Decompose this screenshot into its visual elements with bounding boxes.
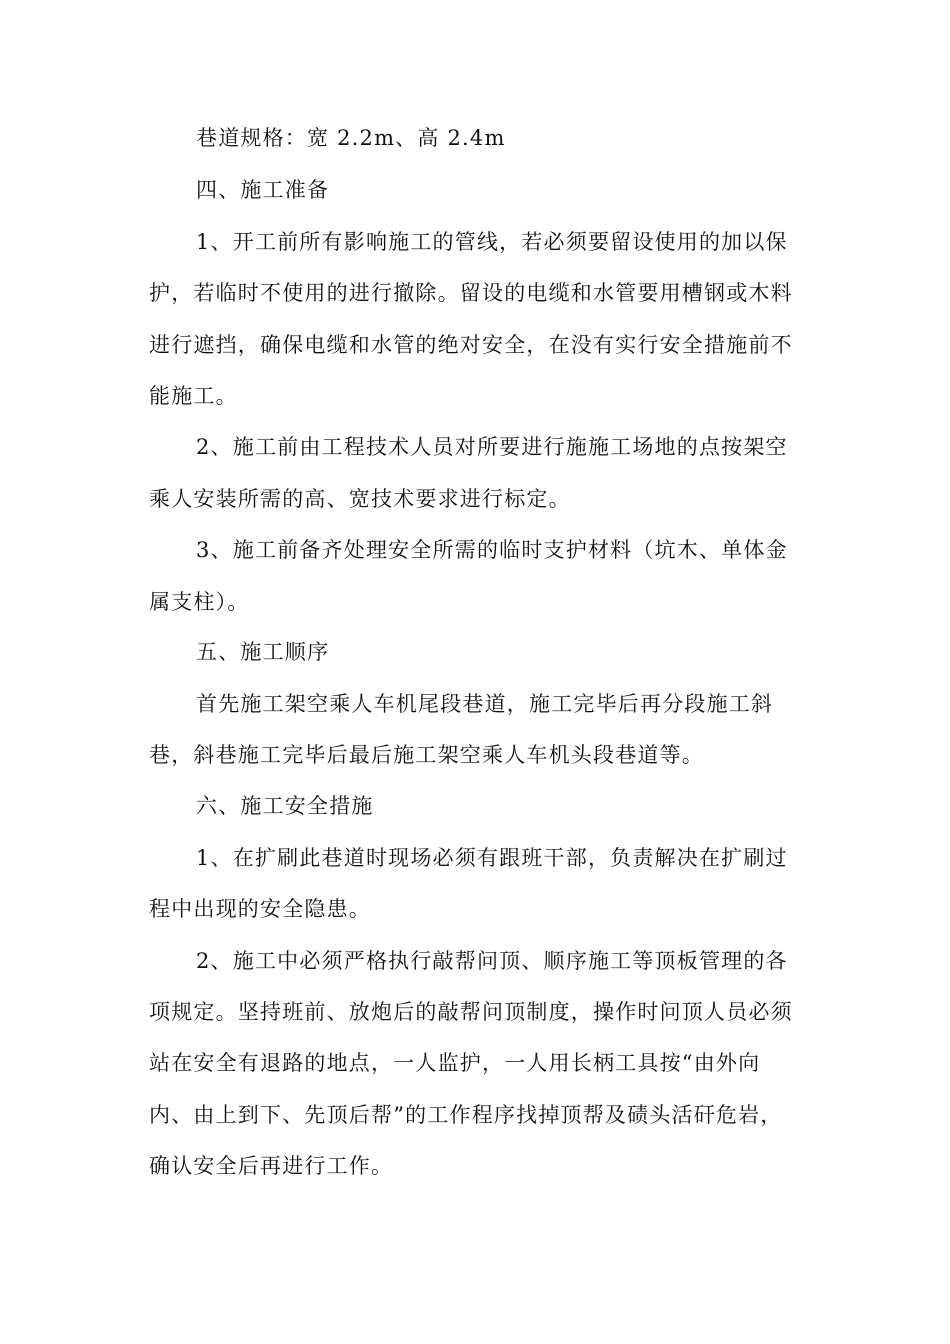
paragraph-line: 站在安全有退路的地点，一人监护，一人用长柄工具按“由外向 xyxy=(149,1051,761,1075)
section-heading-safety: 六、施工安全措施 xyxy=(196,794,374,818)
section-heading-sequence: 五、施工顺序 xyxy=(196,640,330,664)
paragraph-line: 2、施工前由工程技术人员对所要进行施施工场地的点按架空 xyxy=(196,435,788,459)
paragraph-line: 巷，斜巷施工完毕后最后施工架空乘人车机头段巷道等。 xyxy=(149,743,704,767)
paragraph-line: 内、由上到下、先顶后帮”的工作程序找掉顶帮及碛头活矸危岩， xyxy=(149,1103,783,1127)
paragraph-line: 3、施工前备齐处理安全所需的临时支护材料（坑木、单体金 xyxy=(196,538,788,562)
paragraph-line: 1、开工前所有影响施工的管线，若必须要留设使用的加以保 xyxy=(196,230,788,254)
paragraph-line: 程中出现的安全隐患。 xyxy=(149,897,371,921)
paragraph-line: 进行遮挡，确保电缆和水管的绝对安全，在没有实行安全措施前不 xyxy=(149,333,793,357)
section-heading-preparation: 四、施工准备 xyxy=(196,178,330,202)
paragraph-line: 确认安全后再进行工作。 xyxy=(149,1154,394,1178)
paragraph-line: 护，若临时不使用的进行撤除。留设的电缆和水管要用槽钢或木料 xyxy=(149,281,793,305)
paragraph-line: 属支柱）。 xyxy=(149,590,250,614)
paragraph-line: 首先施工架空乘人车机尾段巷道，施工完毕后再分段施工斜 xyxy=(196,692,774,716)
spec-line: 巷道规格：宽 2.2m、高 2.4m xyxy=(196,126,506,150)
paragraph-line: 乘人安装所需的高、宽技术要求进行标定。 xyxy=(149,487,571,511)
paragraph-line: 能施工。 xyxy=(149,384,238,408)
paragraph-line: 1、在扩刷此巷道时现场必须有跟班干部，负责解决在扩刷过 xyxy=(196,846,788,870)
paragraph-line: 项规定。坚持班前、放炮后的敲帮问顶制度，操作时问顶人员必须 xyxy=(149,1000,793,1024)
paragraph-line: 2、施工中必须严格执行敲帮问顶、顺序施工等顶板管理的各 xyxy=(196,949,788,973)
